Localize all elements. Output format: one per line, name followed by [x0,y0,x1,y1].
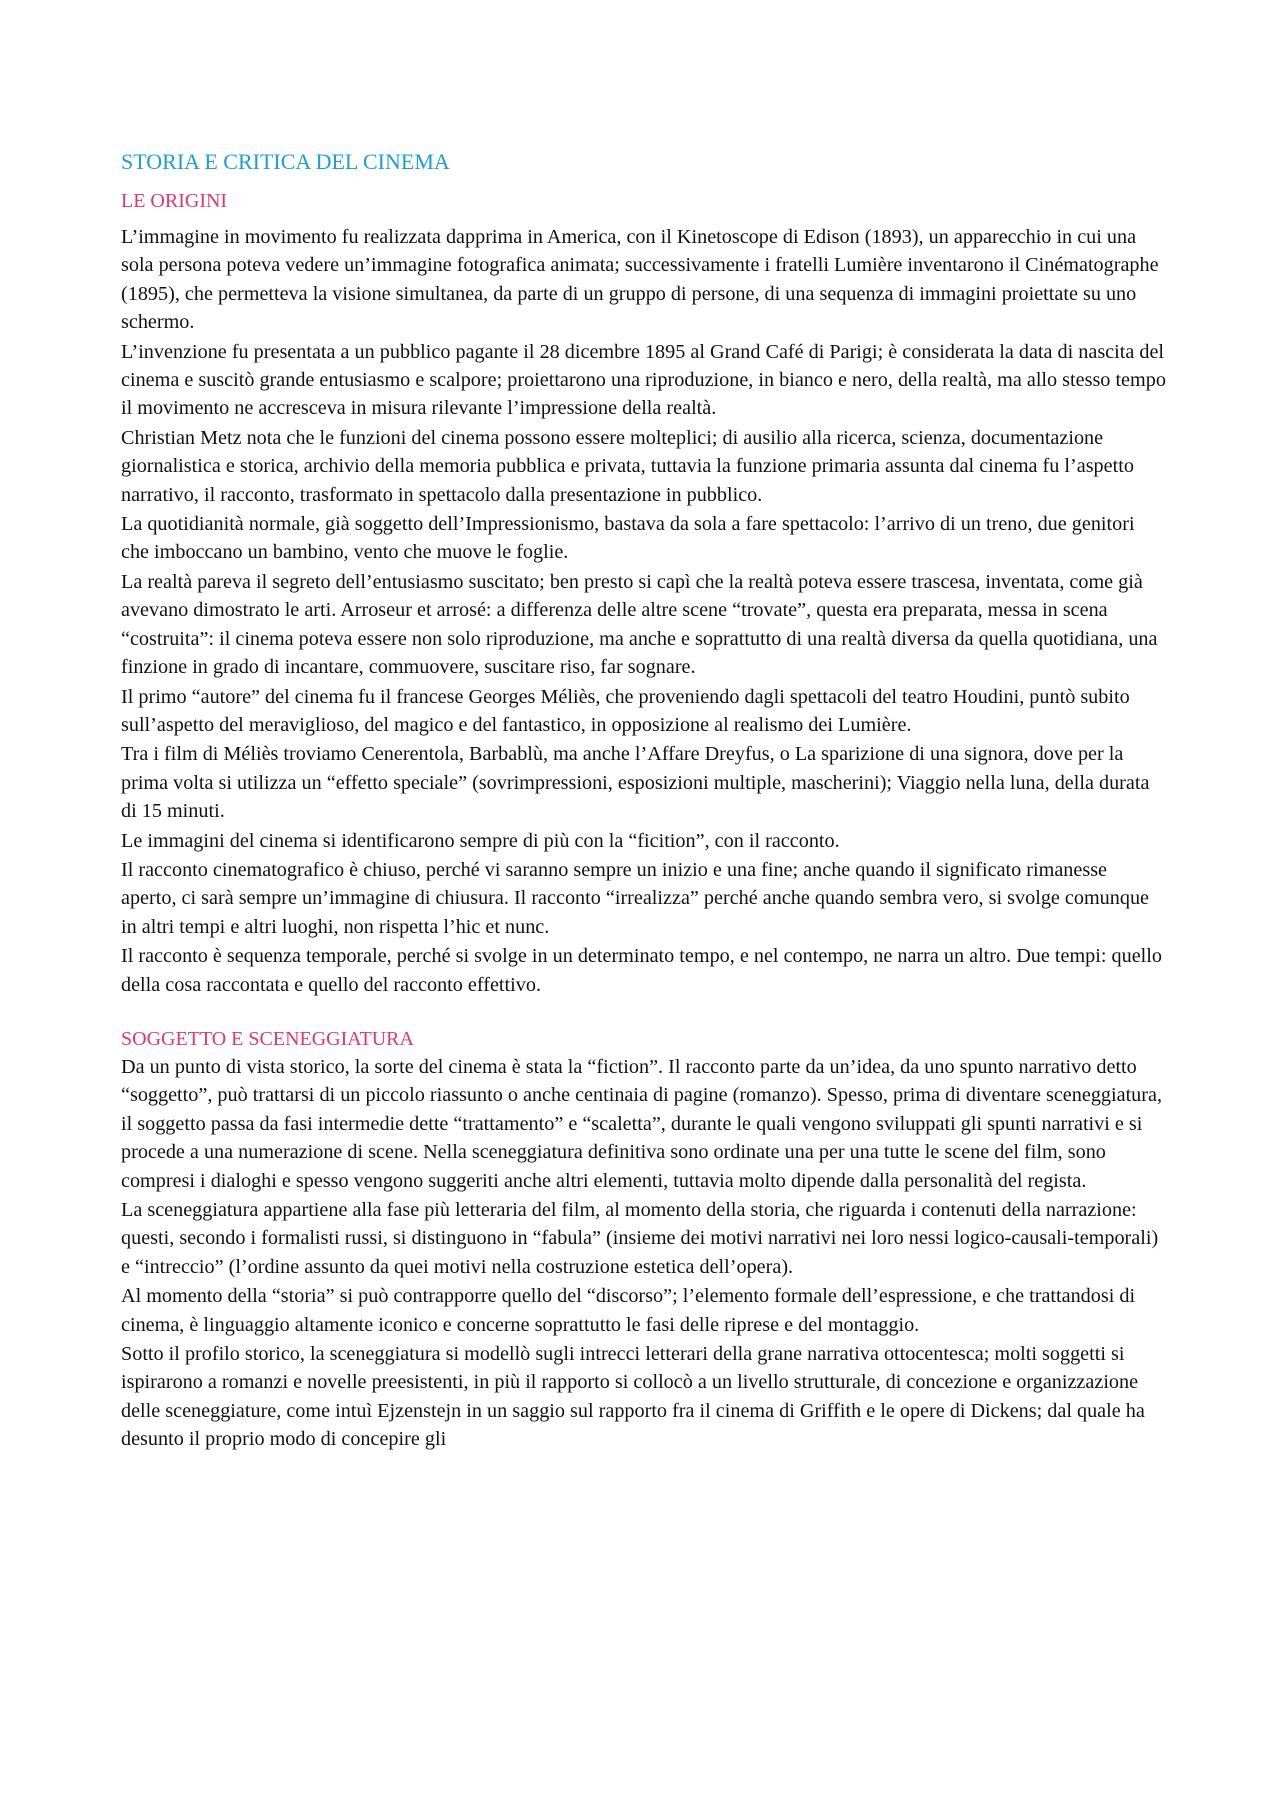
paragraph: L’invenzione fu presentata a un pubblico pagante il 28 dicembre 1895 al Grand Café di Parigi; è considerata la data di nascita del cinema e suscitò grande entusiasmo e scalpore; proiettarono una riproduzione, in bianco e nero, della realtà, ma allo stesso tempo il movimento ne accresceva in misura rilevante l’impressione della realtà. [121,340,1166,420]
document-page [121,148,1166,1455]
paragraph: Il primo “autore” del cinema fu il francese Georges Méliès, che proveniendo dagli spettacoli del teatro Houdini, puntò subito sull’aspetto del meraviglioso, del magico e del fantastico, in opposizione al realismo dei Lumière. [121,685,1130,736]
section-le-origini [121,187,1166,999]
paragraph: Da un punto di vista storico, la sorte del cinema è stata la “fiction”. Il racconto parte da un’idea, da uno spunto narrativo detto “soggetto”, può trattarsi di un piccolo riassunto o anche centinaia di pagine (romanzo). Spesso, prima di diventare sceneggiatura, il soggetto passa da fasi intermedie dette “trattamento” e “scaletta”, durante le quali vengono sviluppati gli spunti narrativi e si procede a una numerazione di scene. Nella sceneggiatura definitiva sono ordinate una per una tutte le scene del film, sono compresi i dialoghi e spesso vengono suggeriti anche altri elementi, tuttavia molto dipende dalla personalità del regista. [121,1055,1163,1192]
paragraph: Al momento della “storia” si può contrapporre quello del “discorso”; l’elemento formale dell’espressione, e che trattandosi di cinema, è linguaggio altamente iconico e concerne soprattutto le fasi delle riprese e del montaggio. [121,1285,1136,1336]
paragraph: Il racconto cinematografico è chiuso, perché vi saranno sempre un inizio e una fine; anche quando il significato rimanesse aperto, ci sarà sempre un’immagine di chiusura. Il racconto “irrealizza” perché anche quando sembra vero, si svolge comunque in altri tempi e altri luoghi, non rispetta l’hic et nunc. [121,858,1150,938]
document-title: STORIA E CRITICA DEL CINEMA [121,149,450,174]
paragraph: La quotidianità normale, già soggetto dell’Impressionismo, bastava da sola a fare spettacolo: l’arrivo di un treno, due genitori che imboccano un bambino, vento che muove le foglie. [121,513,1135,564]
paragraph: Christian Metz nota che le funzioni del cinema possono essere molteplici; di ausilio alla ricerca, scienza, documentazione giornalistica e storica, archivio della memoria pubblica e privata, tuttavia la funzione primaria assunta dal cinema fu l’aspetto narrativo, il racconto, trasformato in spettacolo dalla presentazione in pubblico. [121,426,1134,506]
paragraph: La sceneggiatura appartiene alla fase più letteraria del film, al momento della storia, che riguarda i contenuti della narrazione: questi, secondo i formalisti russi, si distinguono in “fabula” (insieme dei motivi narrativi nei loro nessi logico-causali-temporali) e “intreccio” (l’ordine assunto da quei motivi nella costruzione estetica dell’opera). [121,1199,1159,1278]
paragraph: La realtà pareva il segreto dell’entusiasmo suscitato; ben presto si capì che la realtà poteva essere trascesa, inventata, come già avevano dimostrato le arti. Arroseur et arrosé: a differenza delle altre scene “trovate”, questa era preparata, messa in scena “costruita”: il cinema poteva essere non solo riproduzione, ma anche e soprattutto di una realtà diversa da quella quotidiana, una finzione in grado di incantare, commuovere, suscitare riso, far sognare. [121,570,1158,679]
paragraph: Tra i film di Méliès troviamo Cenerentola, Barbablù, ma anche l’Affare Dreyfus, o La sparizione di una signora, dove per la prima volta si utilizza un “effetto speciale” (sovrimpressioni, esposizioni multiple, mascherini); Viaggio nella luna, della durata di 15 minuti. [121,743,1150,823]
paragraph: Le immagini del cinema si identificarono sempre di più con la “ficition”, con il racconto. [121,829,840,852]
paragraph: Sotto il profilo storico, la sceneggiatura si modellò sugli intrecci letterari della grane narrativa ottocentesca; molti soggetti si ispirarono a romanzi e novelle preesistenti, in più il rapporto si collocò a un livello strutturale, di concezione e organizzazione delle sceneggiature, come intuì Ejzenstejn in un saggio sul rapporto fra il cinema di Griffith e le opere di Dickens; dal quale ha desunto il proprio modo di concepire gli [121,1343,1145,1451]
section-soggetto-e-sceneggiatura [121,1025,1166,1454]
paragraph: L’immagine in movimento fu realizzata dapprima in America, con il Kinetoscope di Edison (1893), un apparecchio in cui una sola persona poteva vedere un’immagine fotografica animata; successivamente i fratelli Lumière inventarono il Cinématographe (1895), che permetteva la visione simultanea, da parte di un gruppo di persone, di una sequenza di immagini proiettate su uno schermo. [121,226,1159,334]
section-heading: LE ORIGINI [121,190,228,212]
section-heading: SOGGETTO E SCENEGGIATURA [121,1027,414,1050]
paragraph: Il racconto è sequenza temporale, perché si svolge in un determinato tempo, e nel contempo, ne narra un altro. Due tempi: quello della cosa raccontata e quello del racconto effettivo. [121,945,1162,996]
